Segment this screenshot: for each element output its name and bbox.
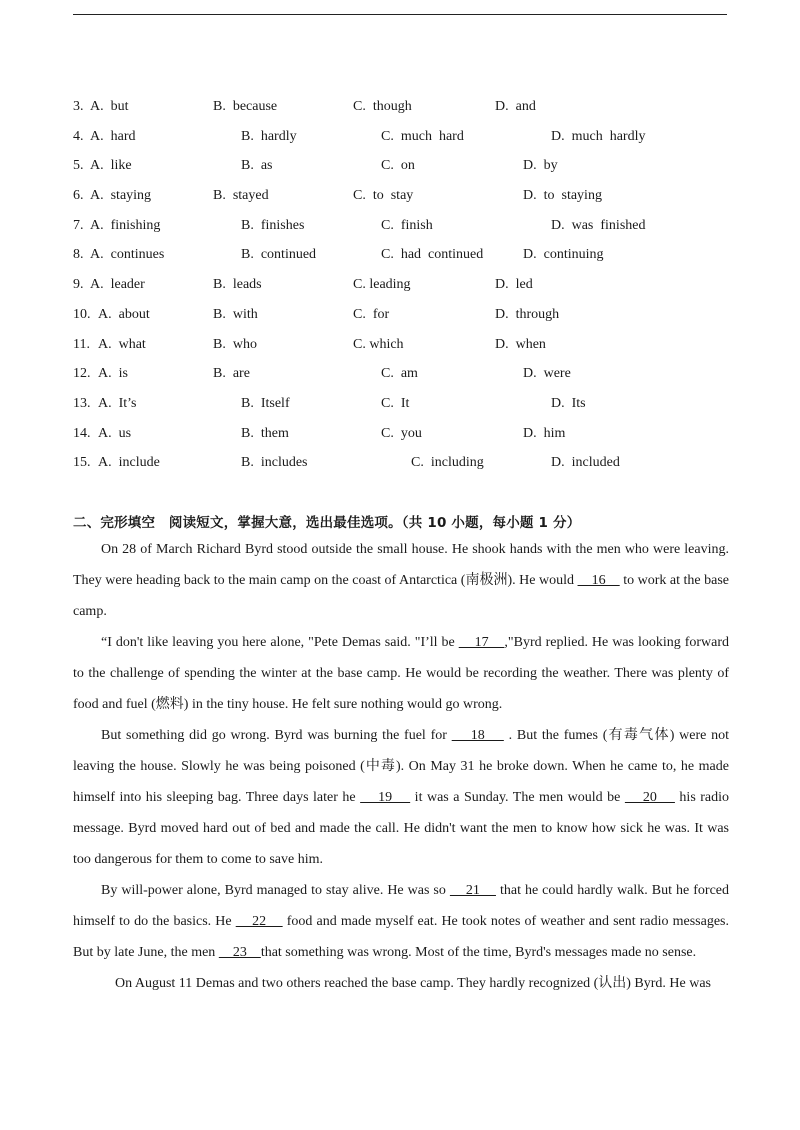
blank-21: 21: [449, 883, 496, 898]
option-row: [73, 273, 733, 303]
option-a: A. about: [98, 306, 150, 322]
option-a: A. continues: [90, 247, 165, 263]
option-b: B. leads: [213, 277, 262, 293]
blank-20: 20: [624, 790, 675, 805]
option-d: D. him: [523, 425, 566, 441]
option-row: [73, 333, 733, 363]
paragraph-text: ,"Byrd replied. He was looking forward to the challenge of spending the winter at the base camp. He would be recording the weather. There was plenty of food and fuel (燃料) in the tiny house. He felt sure nothing would go wrong.: [73, 635, 729, 712]
option-d: D. were: [523, 366, 571, 382]
option-d: D. was finished: [551, 217, 646, 233]
question-number: 5.: [73, 158, 84, 174]
option-row: [73, 392, 733, 422]
paragraph-text: By will-power alone, Byrd managed to stay alive. He was so: [101, 883, 450, 898]
option-c: C. finish: [381, 217, 433, 233]
paragraph-5: [73, 968, 729, 999]
option-a: A. finishing: [90, 217, 161, 233]
option-c: C. on: [381, 158, 415, 174]
option-d: D. included: [551, 455, 620, 471]
question-number: 11.: [73, 336, 90, 352]
cloze-passage: [73, 534, 729, 999]
option-a: A. leader: [90, 277, 145, 293]
option-d: D. Its: [551, 395, 586, 411]
option-c: C. leading: [353, 277, 411, 293]
question-number: 3.: [73, 99, 84, 114]
option-a: A. staying: [90, 188, 152, 204]
option-row: [73, 451, 733, 481]
paragraph-text: to work at the base camp.: [73, 573, 730, 619]
paragraph-3: [73, 720, 729, 875]
option-c: C. to stay: [353, 188, 414, 204]
option-b: B. because: [213, 99, 278, 114]
option-row: [73, 243, 733, 273]
header-rule: [73, 14, 727, 15]
option-d: D. led: [495, 277, 533, 293]
blank-16: 16: [577, 573, 620, 588]
blank-22: 22: [235, 914, 283, 929]
option-row: [73, 303, 733, 333]
option-d: D. by: [523, 158, 558, 174]
option-b: B. finishes: [241, 217, 305, 233]
paragraph-text: On August 11 Demas and two others reached the base camp. They hardly recognized (认出) Byrd. He was: [115, 976, 711, 991]
option-a: A. but: [90, 99, 129, 114]
question-number: 10.: [73, 306, 91, 322]
option-b: B. Itself: [241, 395, 290, 411]
question-number: 9.: [73, 277, 84, 293]
option-d: D. continuing: [523, 247, 604, 263]
paragraph-1: [73, 534, 729, 627]
option-d: D. to staying: [523, 188, 602, 204]
option-b: B. who: [213, 336, 257, 352]
option-row: [73, 184, 733, 214]
option-a: A. include: [98, 455, 160, 471]
option-c: C. which: [353, 336, 404, 352]
option-a: A. what: [98, 336, 146, 352]
option-a: A. like: [90, 158, 132, 174]
paragraph-text: On 28 of March Richard Byrd stood outside the small house. He shook hands with the men who were leaving. They were heading back to the main camp on the coast of Antarctica (南极洲). He would: [73, 542, 729, 588]
blank-23: 23: [218, 945, 261, 960]
option-c: C. including: [411, 455, 484, 471]
option-c: C. you: [381, 425, 422, 441]
question-number: 6.: [73, 188, 84, 204]
question-number: 13.: [73, 395, 91, 411]
option-a: A. us: [98, 425, 132, 441]
option-a: A. hard: [90, 128, 136, 144]
option-a: A. is: [98, 366, 128, 382]
option-b: B. them: [241, 425, 289, 441]
option-d: D. and: [495, 99, 536, 114]
option-row: [73, 214, 733, 244]
blank-19: 19: [360, 790, 411, 805]
paragraph-text: his radio message. Byrd moved hard out of bed and made the call. He didn't want the men to know how sick he was. It was too dangerous for them to come to save him.: [73, 790, 730, 867]
option-row: [73, 125, 733, 155]
question-number: 8.: [73, 247, 84, 263]
option-a: A. It’s: [98, 395, 137, 411]
option-c: C. am: [381, 366, 418, 382]
blank-17: 17: [458, 635, 505, 650]
option-row: [73, 422, 733, 452]
paragraph-text: But something did go wrong. Byrd was burning the fuel for: [101, 728, 452, 743]
option-c: C. It: [381, 395, 410, 411]
question-number: 4.: [73, 128, 84, 144]
option-c: C. much hard: [381, 128, 464, 144]
paragraph-2: [73, 627, 729, 720]
question-number: 14.: [73, 425, 91, 441]
question-number: 7.: [73, 217, 84, 233]
section-title: 二、完形填空 阅读短文，掌握大意，选出最佳选项。（共 10 小题，每小题 1 分）: [73, 515, 581, 531]
paragraph-text: . But the fumes (有毒气体) were not leaving the house. Slowly he was being poisoned (中毒). On May 31 he broke down. When he came to, he made himself into his sleeping bag. Three days later he: [73, 728, 729, 805]
option-row: [73, 362, 733, 392]
option-d: D. through: [495, 306, 560, 322]
option-row: [73, 154, 733, 184]
paragraph-4: [73, 875, 729, 968]
options-list: [73, 95, 733, 481]
option-b: B. hardly: [241, 128, 297, 144]
option-b: B. stayed: [213, 188, 269, 204]
option-row: [73, 95, 733, 125]
option-d: D. when: [495, 336, 546, 352]
paragraph-text: “I don't like leaving you here alone, "Pete Demas said. "I’ll be: [101, 635, 459, 650]
option-c: C. for: [353, 306, 390, 322]
option-d: D. much hardly: [551, 128, 646, 144]
paragraph-text: food and made myself eat. He took notes of weather and sent radio messages. But by late June, the men: [73, 914, 729, 960]
paragraph-text: that he could hardly walk. But he forced himself to do the basics. He: [73, 883, 729, 929]
option-b: B. are: [213, 366, 250, 382]
paragraph-text: that something was wrong. Most of the time, Byrd's messages made no sense.: [260, 945, 697, 960]
option-b: B. as: [241, 158, 273, 174]
blank-18: 18: [451, 728, 504, 743]
option-b: B. with: [213, 306, 258, 322]
option-b: B. continued: [241, 247, 317, 263]
question-number: 15.: [73, 455, 91, 471]
option-c: C. had continued: [381, 247, 484, 263]
option-b: B. includes: [241, 455, 308, 471]
question-number: 12.: [73, 366, 91, 382]
paragraph-text: it was a Sunday. The men would be: [410, 790, 625, 805]
option-c: C. though: [353, 99, 412, 114]
